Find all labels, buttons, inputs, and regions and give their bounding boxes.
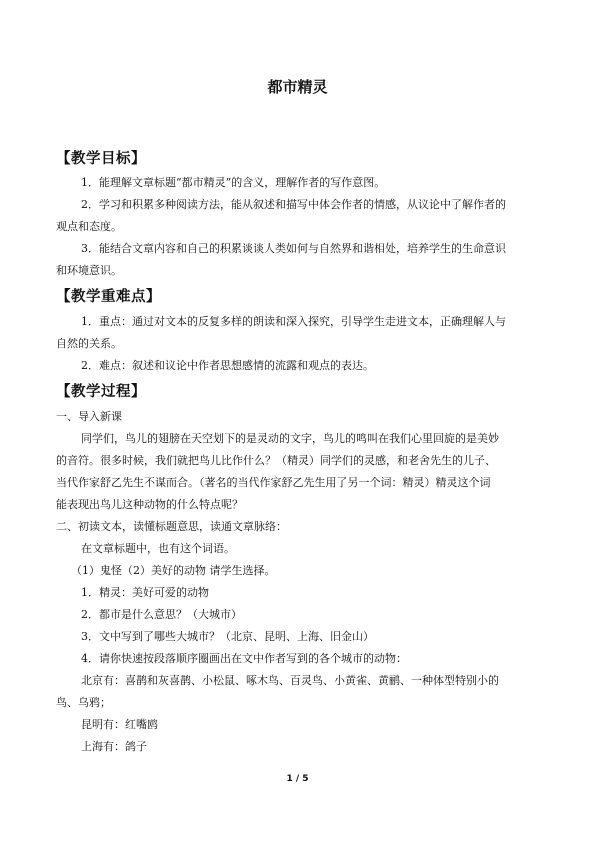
paragraph: 2．难点：叙述和议论中作者思想感情的流露和观点的表达。 xyxy=(81,359,374,372)
outline-item: 二、初读文本，读懂标题意思，读通文章脉络： xyxy=(56,520,287,533)
paragraph: 观点和态度。 xyxy=(56,220,122,233)
page-title: 都市精灵 xyxy=(267,78,328,96)
paragraph: 昆明有：红嘴鸥 xyxy=(81,718,158,731)
paragraph: 在文章标题中，也有这个词语。 xyxy=(81,542,235,555)
paragraph: 自然的关系。 xyxy=(56,337,122,350)
paragraph: 上海有：鸽子 xyxy=(81,740,147,753)
paragraph: （1）鬼怪（2）美好的动物 请学生选择。 xyxy=(71,564,276,577)
paragraph: 1．重点：通过对文本的反复多样的朗读和深入探究，引导学生走进文本，正确理解人与 xyxy=(81,315,506,328)
list-item: 1．精灵：美好可爱的动物 xyxy=(81,586,209,599)
section-heading-key-points: 【教学重难点】 xyxy=(56,289,161,305)
paragraph: 能表现出鸟儿这种动物的什么特点呢？ xyxy=(56,498,243,511)
list-item: 2．都市是什么意思？（大城市） xyxy=(81,608,242,621)
paragraph: 1．能理解文章标题“都市精灵”的含义，理解作者的写作意图。 xyxy=(81,176,386,189)
section-heading-goals: 【教学目标】 xyxy=(56,151,146,167)
section-heading-process: 【教学过程】 xyxy=(56,384,146,400)
paragraph: 2．学习和积累多种阅读方法，能从叙述和描写中体会作者的情感，从议论中了解作者的 xyxy=(81,198,506,211)
paragraph: 当代作家舒乙先生不谋而合。（著名的当代作家舒乙先生用了另一个词：精灵）精灵这个词 xyxy=(56,476,491,489)
paragraph: 和环境意识。 xyxy=(56,264,122,277)
outline-item: 一、导入新课 xyxy=(56,410,122,423)
page-number: 1 / 5 xyxy=(286,774,309,784)
paragraph: 鸟、乌鸦； xyxy=(56,696,111,709)
paragraph: 北京有：喜鹊和灰喜鹊、小松鼠、啄木鸟、百灵鸟、小黄雀、黄鹂、一种体型特别小的 xyxy=(81,674,499,687)
paragraph: 的音符。很多时候，我们就把鸟儿比作什么？（精灵）同学们的灵感，和老舍先生的儿子、 xyxy=(56,454,496,467)
paragraph: 同学们，鸟儿的翅膀在天空划下的是灵动的文字，鸟儿的鸣叫在我们心里回旋的是美妙 xyxy=(81,432,499,445)
paragraph: 3．能结合文章内容和自己的积累谈谈人类如何与自然界和谐相处，培养学生的生命意识 xyxy=(81,242,506,255)
list-item: 4．请你快速按段落顺序圈画出在文中作者写到的各个城市的动物： xyxy=(81,652,407,665)
list-item: 3．文中写到了哪些大城市？（北京、昆明、上海、旧金山） xyxy=(81,630,374,643)
